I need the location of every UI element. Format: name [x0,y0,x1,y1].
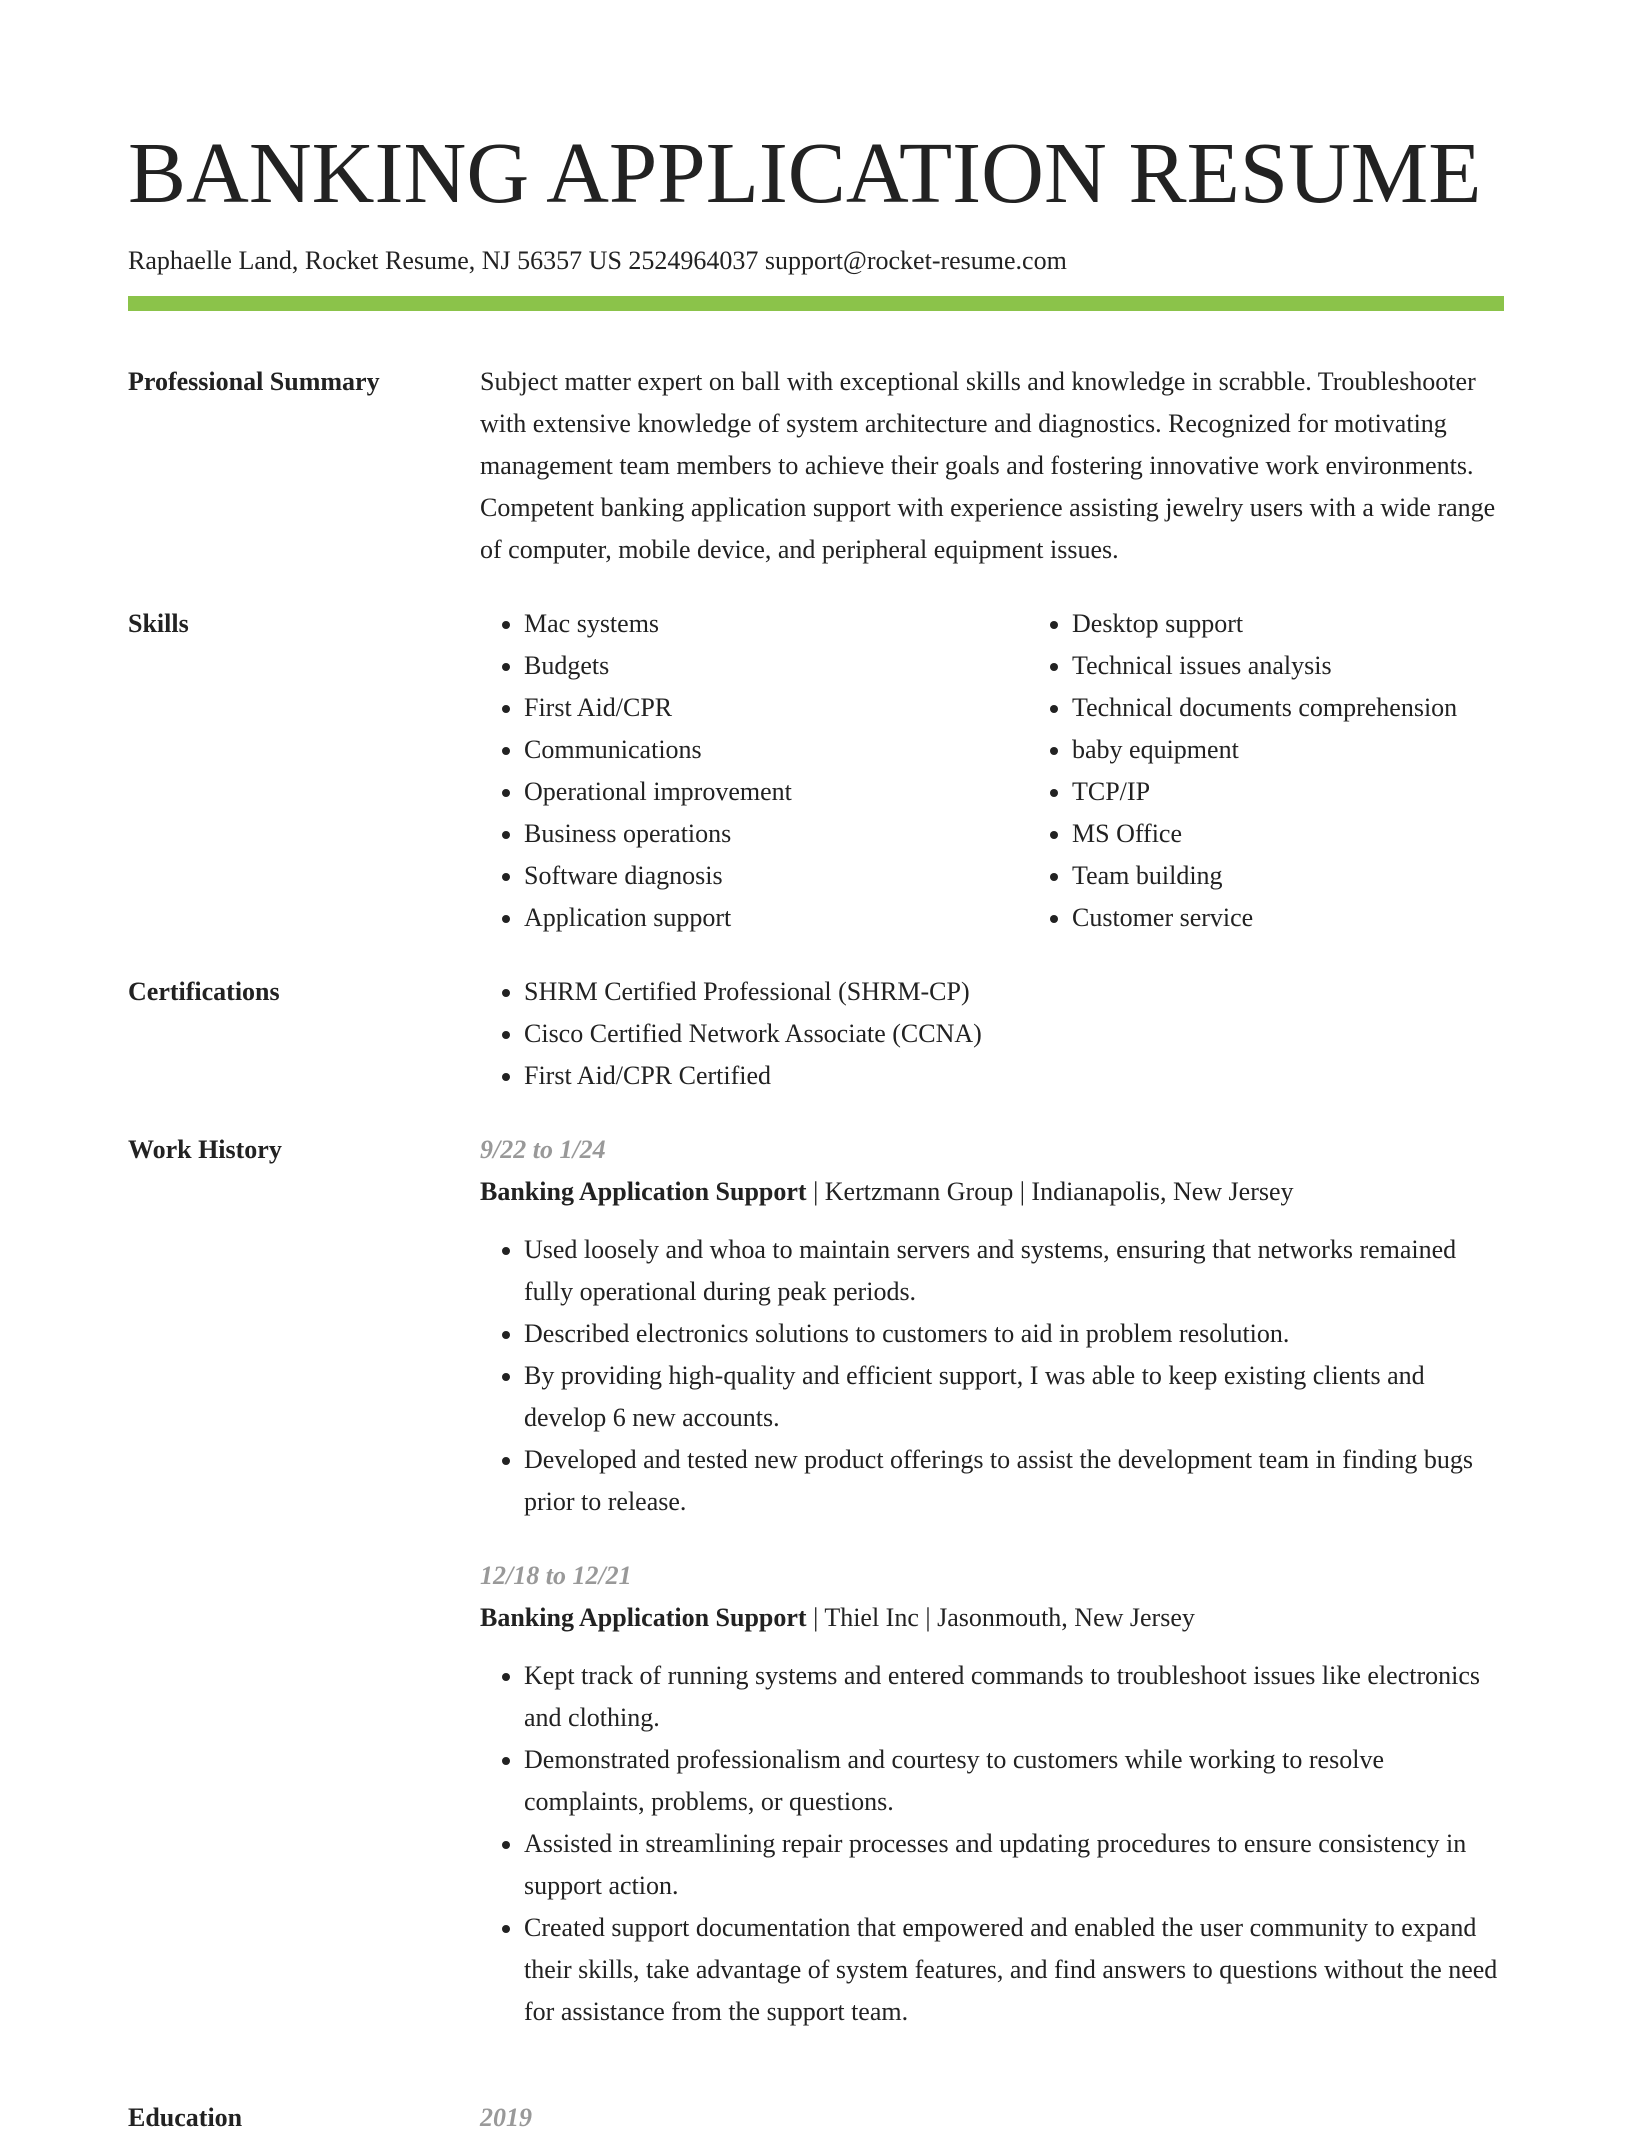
section-title-certifications: Certifications [128,977,280,1006]
skill-item: • Technical documents comprehension [1072,687,1457,729]
certification-item: • SHRM Certified Professional (SHRM-CP) [524,971,1504,1013]
job-dates: 12/18 to 12/21 [480,1561,632,1590]
skill-item: • First Aid/CPR [524,687,1028,729]
certifications-body [480,971,1504,1097]
skill-item: • Software diagnosis [524,855,1028,897]
skills-section [128,603,1504,939]
skill-item: • Application support [524,897,1028,939]
certification-item: • Cisco Certified Network Associate (CCNA) [524,1013,1504,1055]
job-bullet: • Described electronics solutions to customers to aid in problem resolution. [524,1313,1504,1355]
job-dates: 9/22 to 1/24 [480,1135,606,1164]
contact-line: Raphaelle Land, Rocket Resume, NJ 56357 US 2524964037 support@rocket-resume.com [128,246,1067,275]
certifications-section [128,971,1504,1097]
skill-item: • Mac systems [524,603,1028,645]
skill-item: • TCP/IP [1072,771,1457,813]
job-title: Banking Application Support [480,1177,807,1206]
job-title: Banking Application Support [480,1603,807,1632]
section-title-summary: Professional Summary [128,367,380,396]
job-details: | Kertzmann Group | Indianapolis, New Jersey [806,1177,1294,1206]
job-bullet: • Used loosely and whoa to maintain servers and systems, ensuring that networks remained fully operational during peak periods. [524,1229,1504,1313]
certifications-list [480,971,1504,1097]
job-bullets [480,1229,1504,1523]
education-section [128,2097,1504,2139]
work-history-section [128,1129,1504,2065]
skills-list-right [1028,603,1457,939]
skill-item: • Desktop support [1072,603,1457,645]
skill-item: • Budgets [524,645,1028,687]
education-body [480,2097,1504,2139]
job-bullet: • By providing high-quality and efficient support, I was able to keep existing clients and develop 6 new accounts. [524,1355,1504,1439]
education-date: 2019 [480,2103,532,2132]
job-bullet: • Assisted in streamlining repair processes and updating procedures to ensure consistency in support action. [524,1823,1504,1907]
header-divider [128,296,1504,311]
skills-columns [480,603,1504,939]
skill-item: • Communications [524,729,1028,771]
skill-item: • MS Office [1072,813,1457,855]
section-title-education: Education [128,2103,243,2132]
skills-list-left [480,603,1028,939]
job-bullet: • Kept track of running systems and entered commands to troubleshoot issues like electronics and clothing. [524,1655,1504,1739]
professional-summary-section [128,361,1504,571]
job-heading [480,1597,1504,1639]
certification-item: • First Aid/CPR Certified [524,1055,1504,1097]
skill-item: • Team building [1072,855,1457,897]
skill-item: • Customer service [1072,897,1457,939]
skill-item: • baby equipment [1072,729,1457,771]
job-entry [480,1555,1504,2033]
job-bullet: • Created support documentation that empowered and enabled the user community to expand their skills, take advantage of system features, and find answers to questions without the need for assistance from the support team. [524,1907,1504,2033]
section-title-skills: Skills [128,609,189,638]
job-entry [480,1129,1504,1523]
job-heading [480,1171,1504,1213]
section-title-work-history: Work History [128,1135,282,1164]
resume-title: BANKING APPLICATION RESUME [128,124,1482,221]
work-history-body [480,1129,1504,2065]
job-details: | Thiel Inc | Jasonmouth, New Jersey [806,1603,1195,1632]
skill-item: • Business operations [524,813,1028,855]
skill-item: • Operational improvement [524,771,1028,813]
job-bullet: • Demonstrated professionalism and courtesy to customers while working to resolve complaints, problems, or questions. [524,1739,1504,1823]
resume-page [128,0,1504,2139]
job-bullet: • Developed and tested new product offerings to assist the development team in finding bugs prior to release. [524,1439,1504,1523]
skill-item: • Technical issues analysis [1072,645,1457,687]
summary-text: Subject matter expert on ball with exceptional skills and knowledge in scrabble. Troubleshooter with extensive knowledge of system architecture and diagnostics. Recognized for motivating management team members to achieve their goals and fostering innovative work environments. Competent banking application support with experience assisting jewelry users with a wide range of computer, mobile device, and peripheral equipment issues. [480,367,1496,564]
job-bullets [480,1655,1504,2033]
